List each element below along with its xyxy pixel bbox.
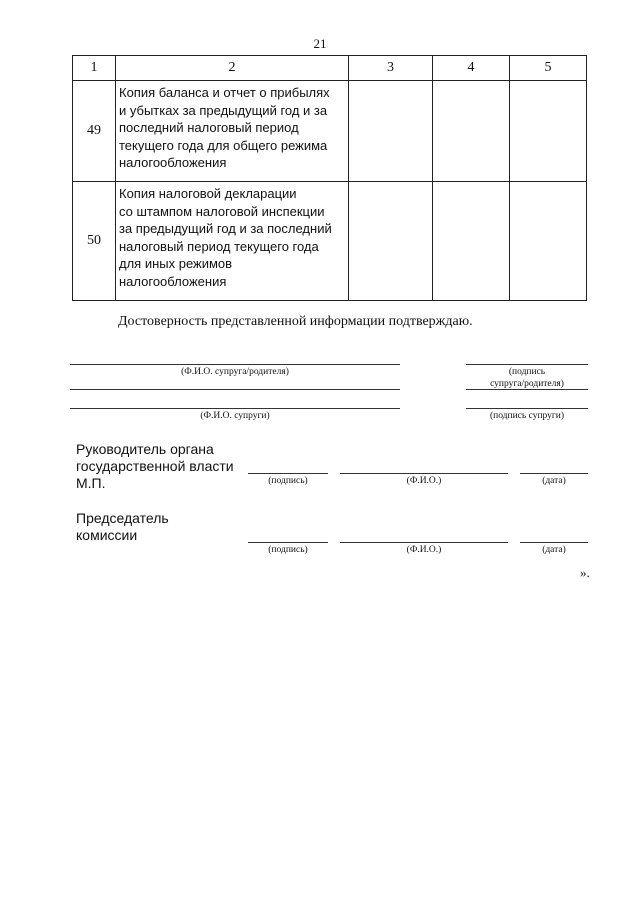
row-number: 49 <box>73 81 116 182</box>
description-line: за предыдущий год и за последний <box>119 221 332 236</box>
spouse-name-caption: (Ф.И.О. супруга/родителя) <box>181 367 289 377</box>
empty-cell <box>510 81 587 182</box>
column-header: 1 <box>73 56 116 81</box>
description-line: текущего года для общего режима <box>119 137 328 153</box>
wife-signature-caption: (подпись супруги) <box>489 411 565 421</box>
description-line: Копия баланса и отчет о прибылях <box>119 85 330 100</box>
table-row <box>73 81 587 182</box>
table-row <box>73 182 587 301</box>
column-header: 5 <box>510 56 587 81</box>
empty-cell <box>433 182 510 301</box>
chair-label-line: Председатель <box>76 510 169 526</box>
stamp-label: М.П. <box>76 475 106 491</box>
page-number: 21 <box>313 36 327 51</box>
chair-name-caption: (Ф.И.О.) <box>406 545 442 555</box>
column-header: 2 <box>116 56 349 81</box>
empty-cell <box>349 182 433 301</box>
head-date-caption: (дата) <box>542 476 566 486</box>
description-line: и убытках за предыдущий год и за <box>119 102 328 118</box>
description-line: налогообложения <box>119 273 227 289</box>
documents-table <box>72 55 587 301</box>
wife-name-line[interactable] <box>70 408 400 409</box>
empty-cell <box>433 81 510 182</box>
head-signature-line[interactable] <box>248 473 328 474</box>
description-line: последний налоговый период <box>119 120 299 135</box>
row-number: 50 <box>73 182 116 301</box>
spouse-name-line-2[interactable] <box>70 389 400 390</box>
chair-date-line[interactable] <box>520 542 588 543</box>
caption-line: супруга/родителя) <box>490 379 564 389</box>
chair-label-line: комиссии <box>76 527 138 543</box>
spouse-signature-caption <box>466 366 588 390</box>
description-line: налогообложения <box>119 155 227 170</box>
head-label-line: государственной власти <box>76 458 234 474</box>
column-header: 3 <box>349 56 433 81</box>
head-label <box>76 441 234 492</box>
confirmation-text: Достоверность представленной информации подтверждаю. <box>118 314 473 329</box>
head-name-caption: (Ф.И.О.) <box>406 476 442 486</box>
head-date-line[interactable] <box>520 473 588 474</box>
chair-date-caption: (дата) <box>542 545 566 555</box>
row-description <box>116 81 349 182</box>
chair-name-line[interactable] <box>340 542 508 543</box>
spouse-name-line[interactable] <box>70 364 400 365</box>
description-line: для иных режимов <box>119 256 233 271</box>
spouse-signature-line[interactable] <box>466 364 588 365</box>
wife-signature-line[interactable] <box>466 408 588 409</box>
chair-signature-line[interactable] <box>248 542 328 543</box>
head-signature-caption: (подпись) <box>268 476 308 486</box>
chair-label <box>76 510 169 544</box>
wife-name-caption: (Ф.И.О. супруги) <box>200 411 270 421</box>
spouse-signature-line-2[interactable] <box>466 389 588 390</box>
description-line: со штампом налоговой инспекции <box>119 203 325 219</box>
closing-quote: ». <box>580 565 590 580</box>
row-description <box>116 182 349 301</box>
chair-signature-caption: (подпись) <box>268 545 308 555</box>
table-header-row <box>73 56 587 81</box>
empty-cell <box>510 182 587 301</box>
head-name-line[interactable] <box>340 473 508 474</box>
empty-cell <box>349 81 433 182</box>
head-label-line: Руководитель органа <box>76 441 214 457</box>
description-line: Копия налоговой декларации <box>119 186 297 201</box>
description-line: налоговый период текущего года <box>119 238 319 254</box>
column-header: 4 <box>433 56 510 81</box>
caption-line: (подпись <box>508 367 546 377</box>
